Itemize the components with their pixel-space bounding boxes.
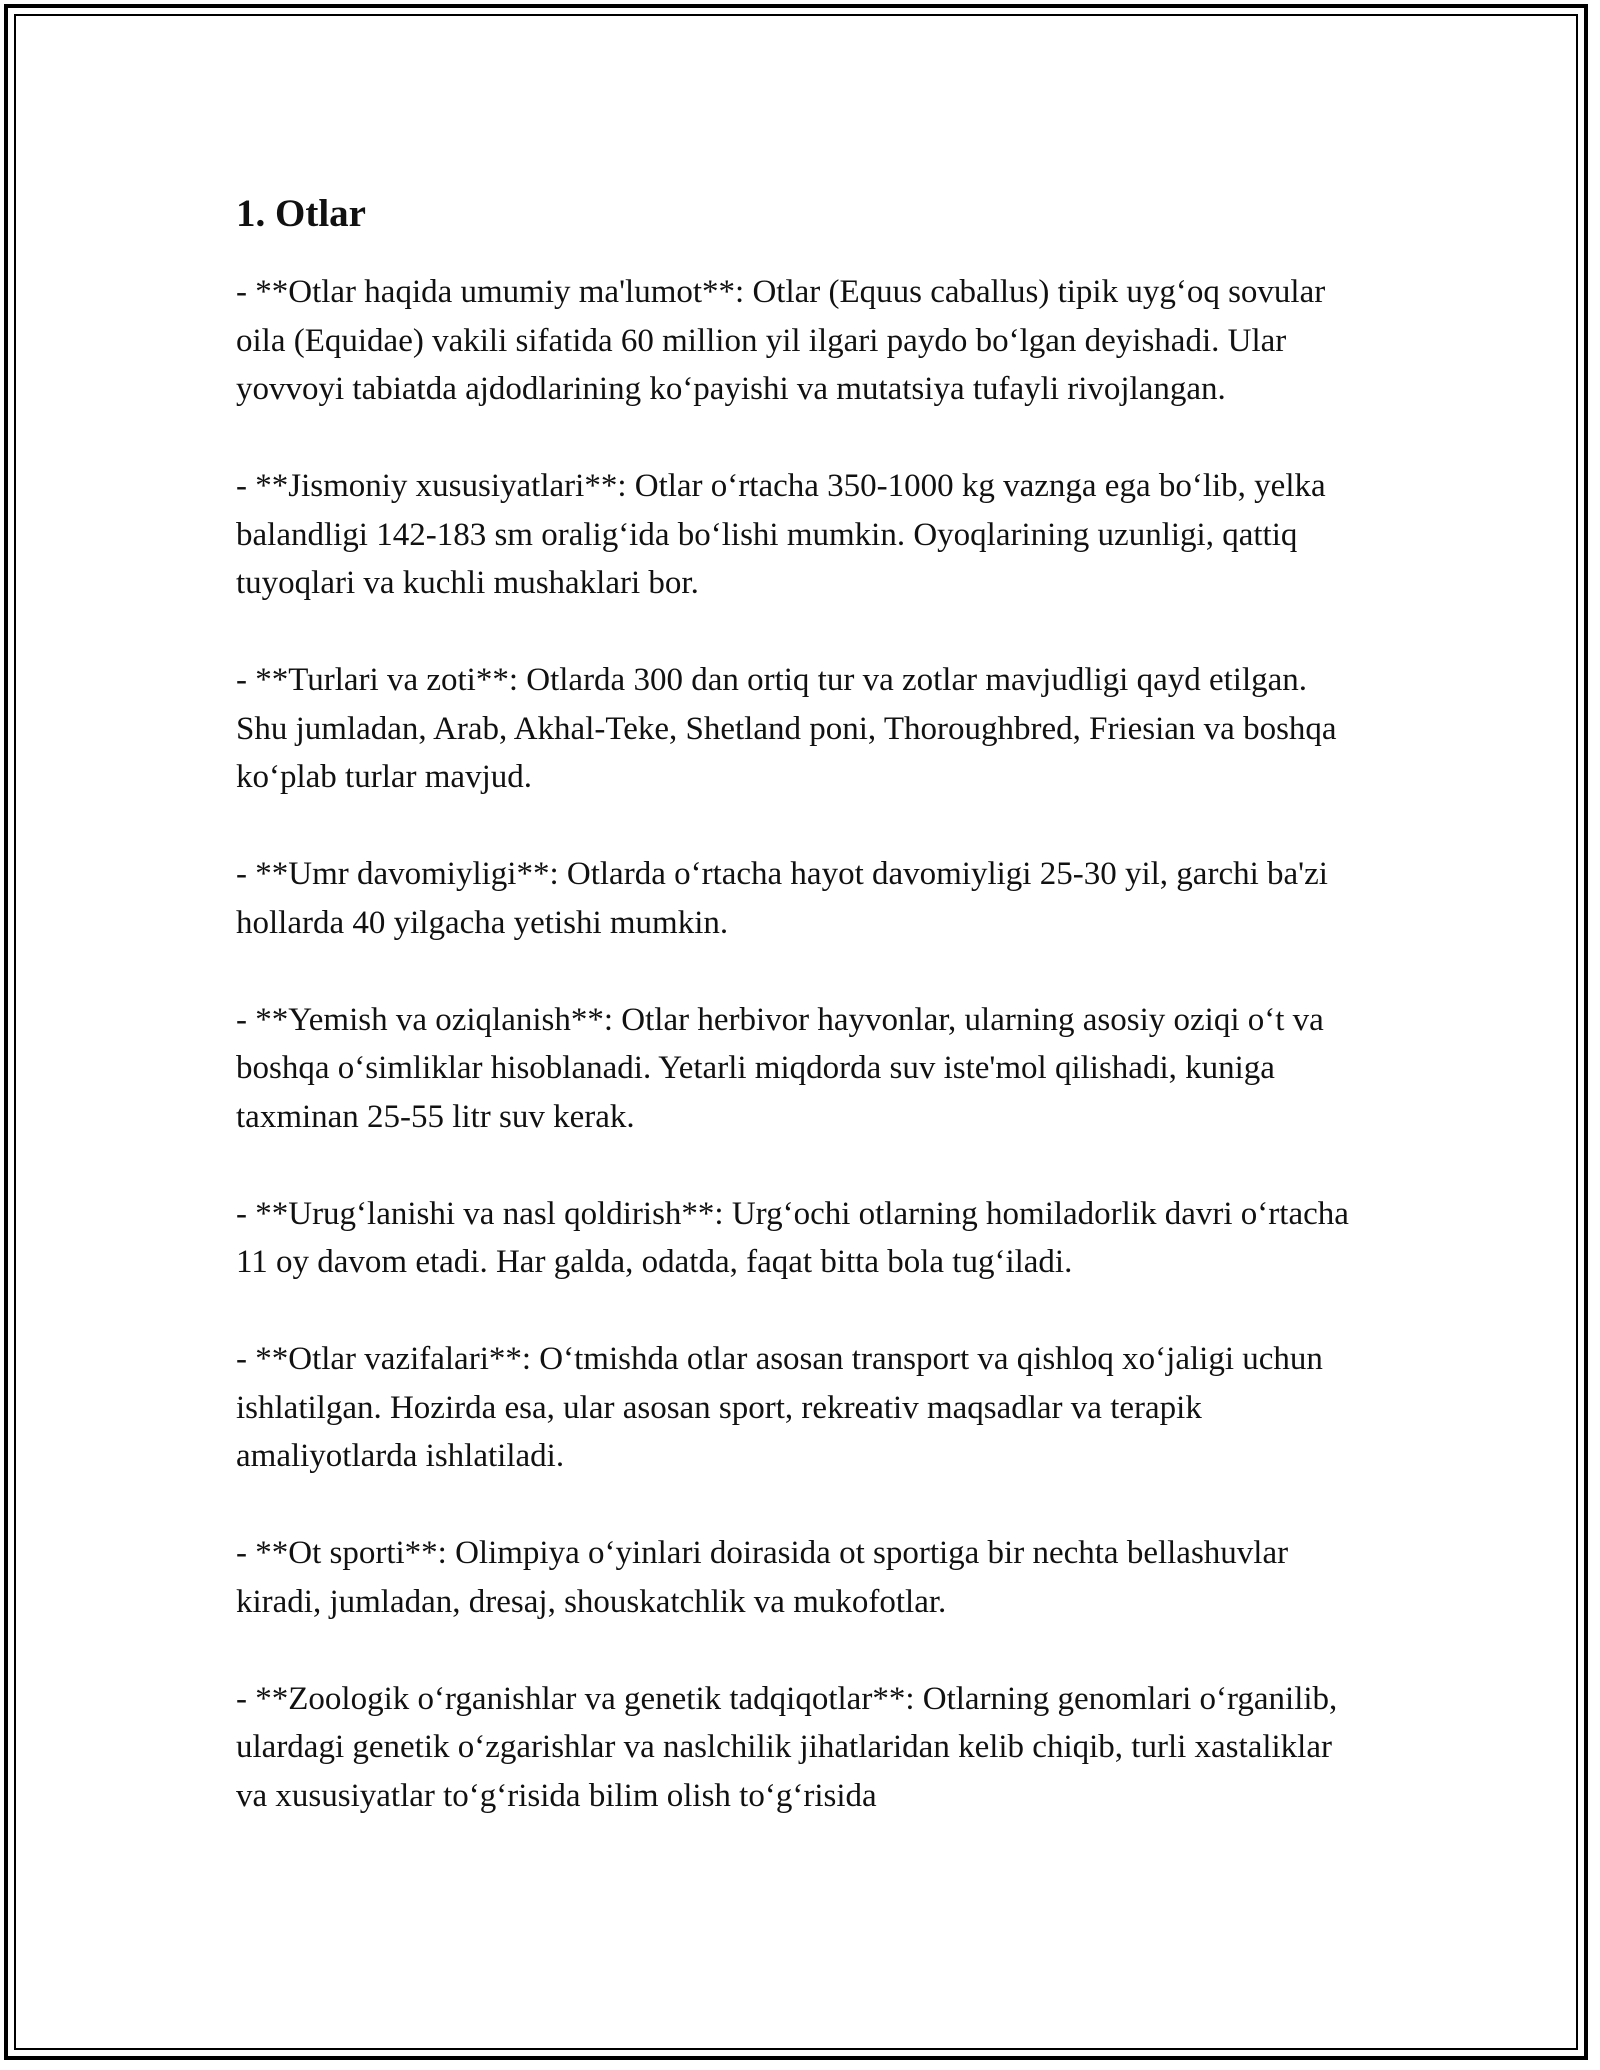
paragraph-genetic-research: - **Zoologik o‘rganishlar va genetik tadqiqotlar**: Otlarning genomlari o‘rganilib, ulardagi genetik o‘zgarishlar va naslchilik jihatlaridan kelib chiqib, turli xastaliklar va xususiyatlar to‘g‘risida bilim olish to‘g‘risida: [236, 1680, 1338, 1814]
paragraph-physical-traits: - **Jismoniy xususiyatlari**: Otlar o‘rtacha 350-1000 kg vaznga ega bo‘lib, yelka balandligi 142-183 sm oralig‘ida bo‘lishi mumkin. Oyoqlarining uzunligi, qattiq tuyoqlari va kuchli mushaklari bor.: [236, 468, 1326, 601]
paragraph-diet: - **Yemish va oziqlanish**: Otlar herbivor hayvonlar, ularning asosiy oziqi o‘t va boshqa o‘simliklar hisoblanadi. Yetarli miqdorda suv iste'mol qilishadi, kuniga taxminan 25-55 litr suv kerak.: [236, 1001, 1324, 1135]
paragraph-breeds: - **Turlari va zoti**: Otlarda 300 dan ortiq tur va zotlar mavjudligi qayd etilgan. Shu jumladan, Arab, Akhal-Teke, Shetland poni, Thoroughbred, Friesian va boshqa ko‘plab turlar mavjud.: [236, 662, 1337, 795]
paragraph-general-info: - **Otlar haqida umumiy ma'lumot**: Otlar (Equus caballus) tipik uyg‘oq sovular oila (Equidae) vakili sifatida 60 million yil ilgari paydo bo‘lgan deyishadi. Ular yovvoyi tabiatda ajdodlarining ko‘payishi va mutatsiya tufayli rivojlangan.: [236, 274, 1326, 407]
paragraph-equestrian-sport: - **Ot sporti**: Olimpiya o‘yinlari doirasida ot sportiga bir nechta bellashuvlar kiradi, jumladan, dresaj, shouskatchlik va mukofotlar.: [236, 1535, 1289, 1620]
paragraph-reproduction: - **Urug‘lanishi va nasl qoldirish**: Urg‘ochi otlarning homiladorlik davri o‘rtacha 11 oy davom etadi. Har galda, odatda, faqat bitta bola tug‘iladi.: [236, 1195, 1349, 1280]
section-heading: 1. Otlar: [236, 192, 366, 235]
document-body: [236, 190, 1366, 1869]
paragraph-uses: - **Otlar vazifalari**: O‘tmishda otlar asosan transport va qishloq xo‘jaligi uchun ishlatilgan. Hozirda esa, ular asosan sport, rekreativ maqsadlar va terapik amaliyotlarda ishlatiladi.: [236, 1341, 1323, 1474]
paragraph-lifespan: - **Umr davomiyligi**: Otlarda o‘rtacha hayot davomiyligi 25-30 yil, garchi ba'zi hollarda 40 yilgacha yetishi mumkin.: [236, 856, 1328, 941]
